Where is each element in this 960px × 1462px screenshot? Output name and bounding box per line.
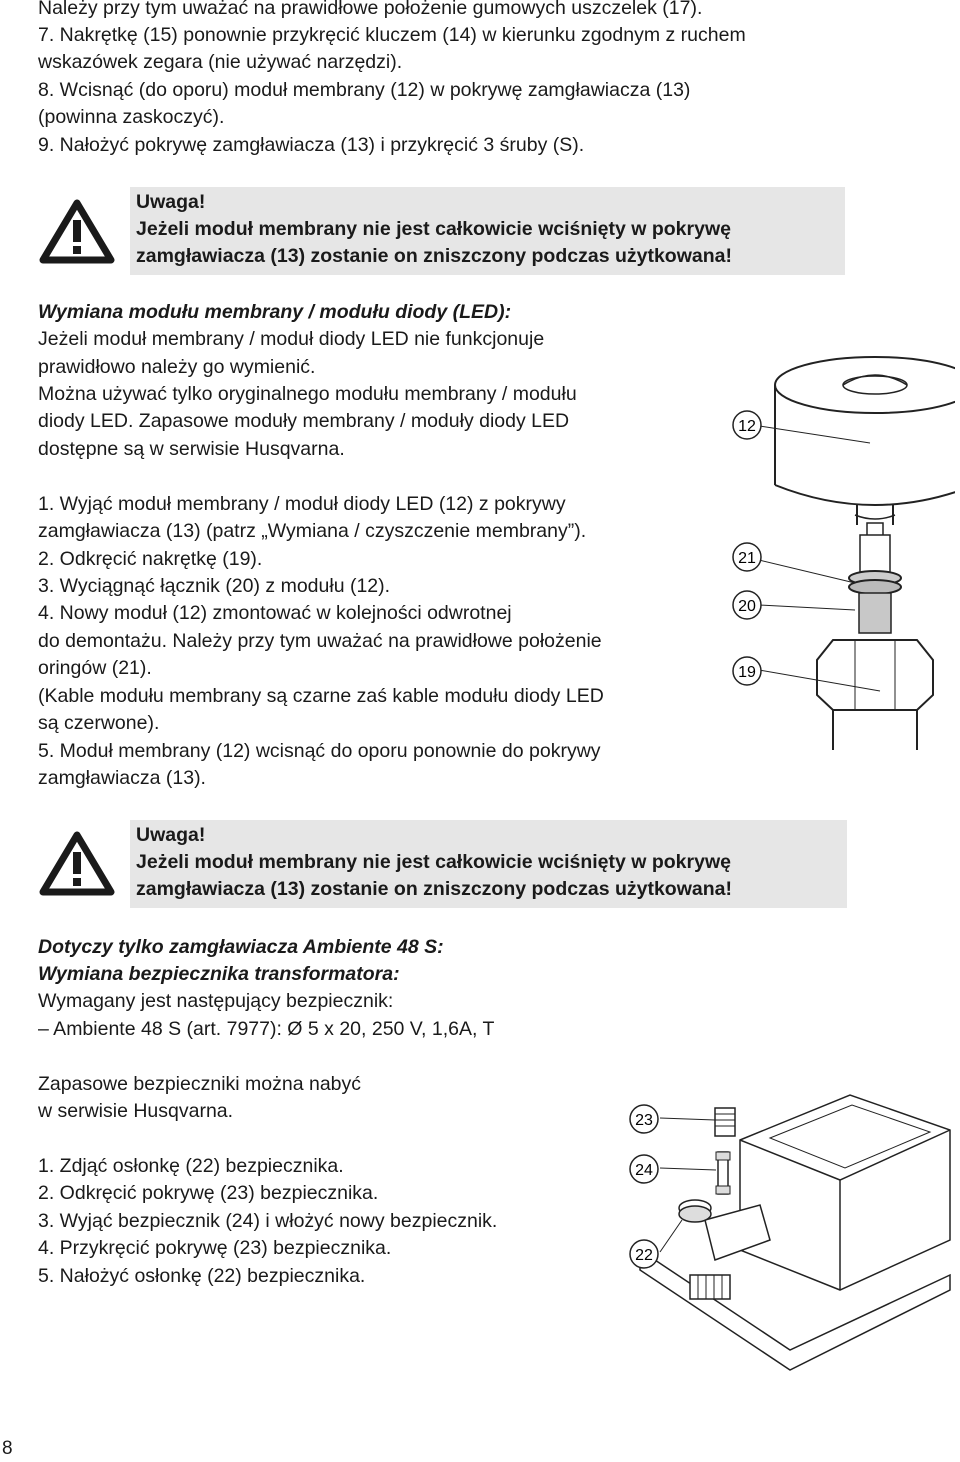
step-line: 4. Przykręcić pokrywę (23) bezpiecznika. [38, 1237, 392, 1259]
step-line: zamgławiacza (13) (patrz „Wymiana / czyszczenie membrany”). [38, 520, 587, 542]
step-line: 5. Moduł membrany (12) wcisnąć do oporu ponownie do pokrywy [38, 740, 601, 762]
warning-title: Uwaga! [136, 824, 206, 846]
step-line: 1. Zdjąć osłonkę (22) bezpiecznika. [38, 1155, 344, 1177]
text-line: – Ambiente 48 S (art. 7977): Ø 5 x 20, 250 V, 1,6A, T [38, 1018, 495, 1040]
text-line: 9. Nałożyć pokrywę zamgławiacza (13) i przykręcić 3 śruby (S). [38, 134, 585, 156]
step-line: oringów (21). [38, 657, 152, 679]
text-line: Należy przy tym uważać na prawidłowe położenie gumowych uszczelek (17). [38, 0, 703, 19]
step-line: 1. Wyjąć moduł membrany / moduł diody LED (12) z pokrywy [38, 493, 566, 515]
warning-box [130, 187, 845, 275]
svg-text:22: 22 [635, 1247, 653, 1264]
step-line: zamgławiacza (13). [38, 767, 206, 789]
step-line: 5. Nałożyć osłonkę (22) bezpiecznika. [38, 1265, 366, 1287]
text-line: wskazówek zegara (nie używać narzędzi). [38, 51, 403, 73]
warning-triangle-icon [38, 829, 116, 897]
step-line: 2. Odkręcić nakrętkę (19). [38, 548, 263, 570]
svg-text:24: 24 [635, 1162, 653, 1179]
svg-text:23: 23 [635, 1112, 653, 1129]
text-line: 7. Nakrętkę (15) ponownie przykręcić kluczem (14) w kierunku zgodnym z ruchem [38, 24, 746, 46]
section-heading: Wymiana bezpiecznika transformatora: [38, 963, 400, 985]
callout-20 [730, 588, 764, 622]
text-line: Jeżeli moduł membrany / moduł diody LED nie funkcjonuje [38, 328, 545, 350]
section-heading: Wymiana modułu membrany / modułu diody (LED): [38, 301, 512, 323]
text-line: (powinna zaskoczyć). [38, 106, 225, 128]
callout-21 [730, 540, 764, 574]
text-line: 8. Wcisnąć (do oporu) moduł membrany (12) w pokrywę zamgławiacza (13) [38, 79, 691, 101]
step-line: (Kable modułu membrany są czarne zaś kable modułu diody LED [38, 685, 604, 707]
warning-title: Uwaga! [136, 191, 206, 213]
warning-box [130, 820, 847, 908]
transformer-illustration [620, 1090, 955, 1380]
warning-text: Jeżeli moduł membrany nie jest całkowicie wciśnięty w pokrywę [136, 851, 731, 873]
callout-19 [730, 654, 764, 688]
callout-23 [627, 1102, 661, 1136]
text-line: dostępne są w serwisie Husqvarna. [38, 438, 345, 460]
text-line: Wymagany jest następujący bezpiecznik: [38, 990, 394, 1012]
text-line: w serwisie Husqvarna. [38, 1100, 234, 1122]
svg-text:20: 20 [738, 598, 756, 615]
callout-24 [627, 1152, 661, 1186]
step-line: 3. Wyciągnąć łącznik (20) z modułu (12). [38, 575, 391, 597]
text-line: prawidłowo należy go wymienić. [38, 356, 316, 378]
svg-text:21: 21 [738, 550, 756, 567]
text-line: Można używać tylko oryginalnego modułu membrany / modułu [38, 383, 577, 405]
step-line: do demontażu. Należy przy tym uważać na prawidłowe położenie [38, 630, 602, 652]
warning-triangle-icon [38, 197, 116, 265]
svg-text:19: 19 [738, 664, 756, 681]
warning-text: zamgławiacza (13) zostanie on zniszczony podczas użytkowana! [136, 245, 732, 267]
section-heading: Dotyczy tylko zamgławiacza Ambiente 48 S: [38, 936, 444, 958]
page-number: 8 [2, 1438, 13, 1459]
callout-12 [730, 408, 764, 442]
callout-22 [627, 1237, 661, 1271]
step-line: 3. Wyjąć bezpiecznik (24) i włożyć nowy bezpiecznik. [38, 1210, 498, 1232]
warning-text: zamgławiacza (13) zostanie on zniszczony podczas użytkowana! [136, 878, 732, 900]
svg-text:12: 12 [738, 418, 756, 435]
text-line: Zapasowe bezpieczniki można nabyć [38, 1073, 362, 1095]
step-line: są czerwone). [38, 712, 160, 734]
step-line: 4. Nowy moduł (12) zmontować w kolejności odwrotnej [38, 602, 512, 624]
text-line: diody LED. Zapasowe moduły membrany / moduły diody LED [38, 410, 570, 432]
warning-text: Jeżeli moduł membrany nie jest całkowicie wciśnięty w pokrywę [136, 218, 731, 240]
step-line: 2. Odkręcić pokrywę (23) bezpiecznika. [38, 1182, 379, 1204]
